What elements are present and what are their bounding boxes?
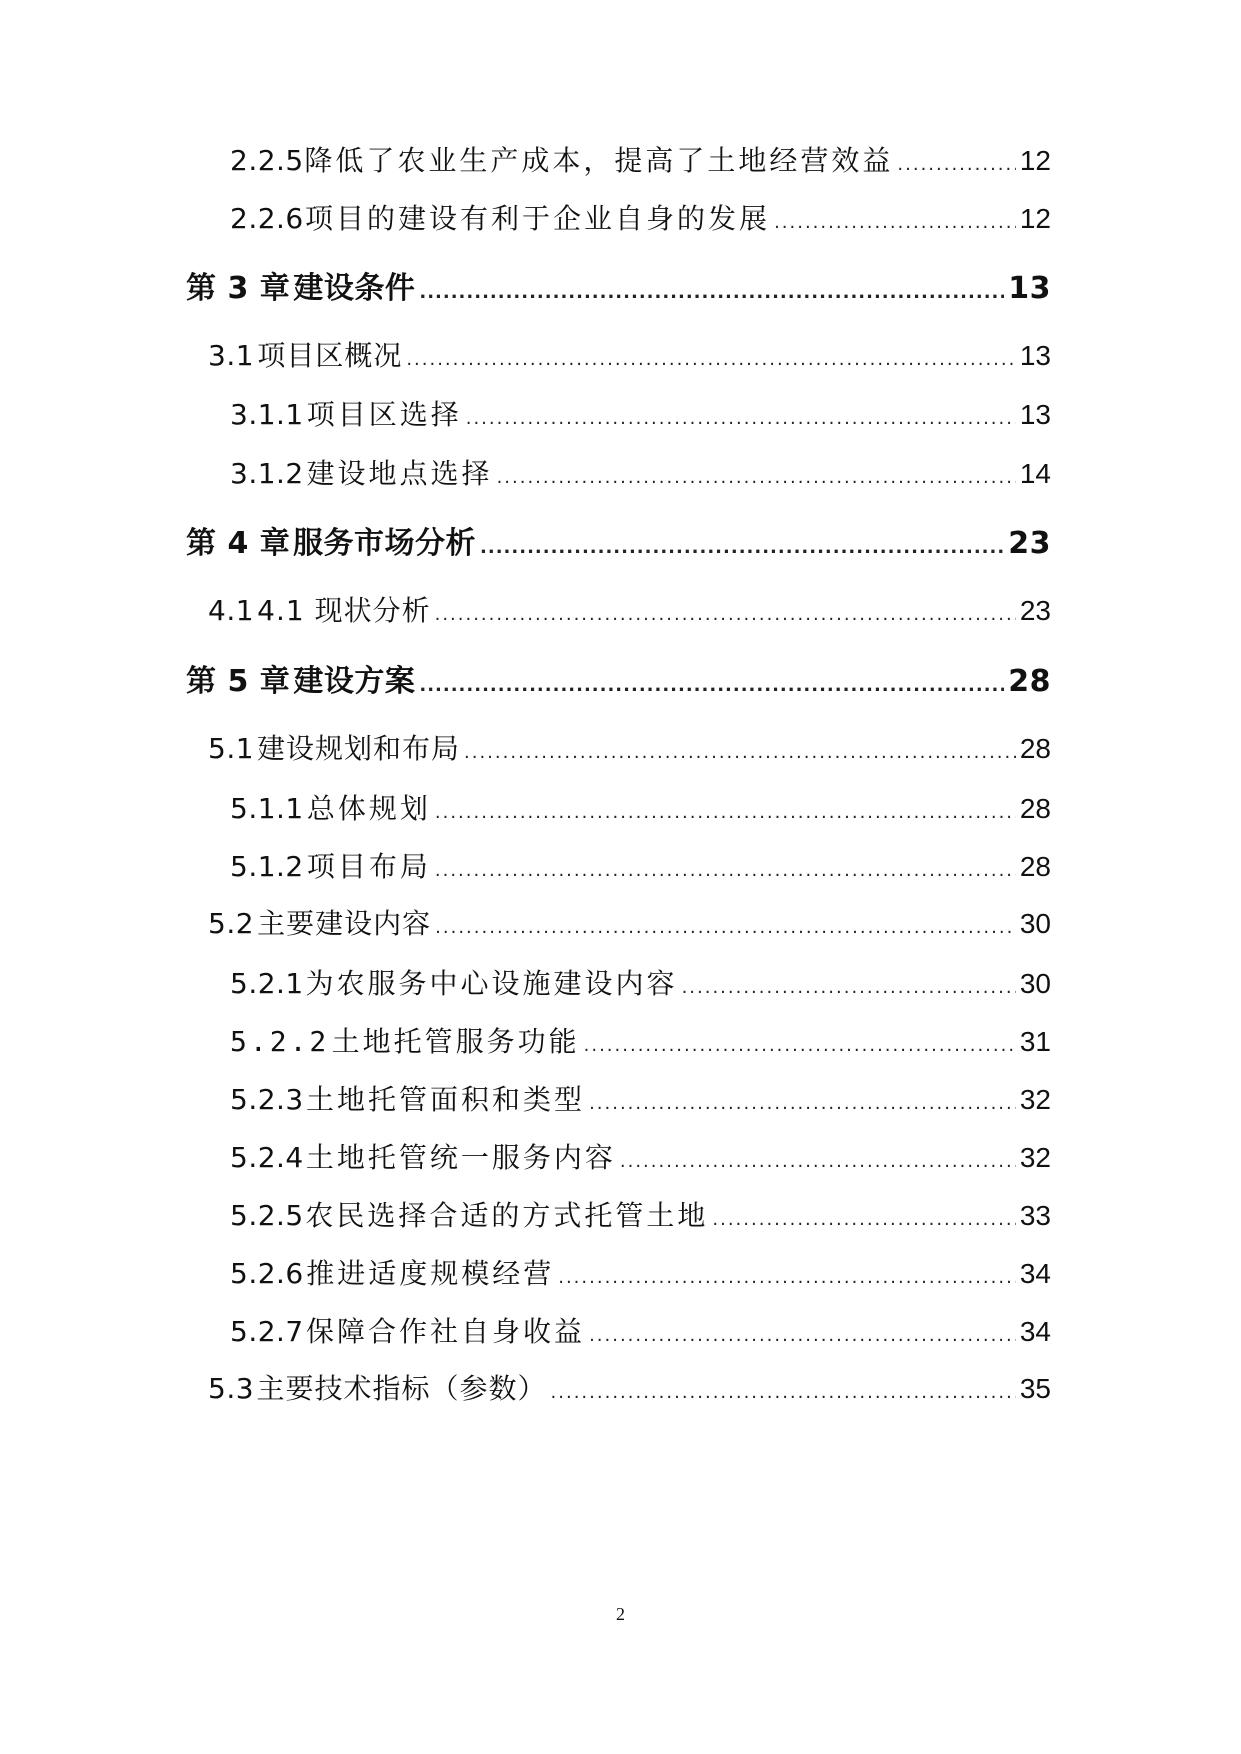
toc-dot-leader <box>682 968 1016 1008</box>
toc-entry-page: 23 <box>1019 595 1051 626</box>
toc-entry[interactable] <box>230 847 1051 891</box>
toc-entry-number: 5.1.2 <box>230 850 304 883</box>
toc-entry-title: 项目区选择 <box>306 398 462 431</box>
toc-dot-leader <box>551 1373 1016 1413</box>
toc-entry-number: 5.2.1 <box>230 967 304 1000</box>
toc-entry-number: 5.2.2 <box>230 1025 330 1058</box>
toc-entry-title: 4.1 现状分析 <box>257 594 431 627</box>
toc-entry-number: 5.2.7 <box>230 1315 304 1348</box>
toc-entry-page: 33 <box>1019 1200 1051 1231</box>
toc-entry-page: 12 <box>1019 145 1051 176</box>
toc-entry-page: 32 <box>1019 1142 1051 1173</box>
toc-dot-leader <box>589 1316 1016 1356</box>
toc-entry-number: 2.2.5 <box>230 144 304 177</box>
toc-dot-leader <box>435 595 1016 635</box>
page-number: 2 <box>616 1604 625 1624</box>
toc-dot-leader <box>435 851 1016 891</box>
toc-entry[interactable] <box>208 729 1051 773</box>
toc-entry-number: 第 3 章 <box>186 271 291 306</box>
toc-entry[interactable] <box>208 591 1051 635</box>
toc-entry-title: 土地托管面积和类型 <box>306 1083 586 1116</box>
toc-entry-number: 5.2.5 <box>230 1199 304 1232</box>
toc-entry-number: 3.1.2 <box>230 457 304 490</box>
toc-entry-page: 28 <box>1019 851 1051 882</box>
toc-entry-title: 项目布局 <box>306 850 431 883</box>
toc-dot-leader <box>464 733 1016 773</box>
toc-entry-page: 28 <box>1019 733 1051 764</box>
toc-entry-title: 为农服务中心设施建设内容 <box>305 967 678 1000</box>
toc-entry-page: 14 <box>1019 458 1051 489</box>
toc-entry-title: 项目的建设有利于企业自身的发展 <box>305 202 771 235</box>
toc-entry-page: 31 <box>1019 1026 1051 1057</box>
toc-entry[interactable] <box>230 789 1051 833</box>
toc-entry-title: 土地托管统一服务内容 <box>305 1141 616 1174</box>
toc-entry-page: 28 <box>1019 793 1051 824</box>
toc-entry-title: 项目区概况 <box>257 339 403 372</box>
toc-entry[interactable] <box>230 1312 1051 1356</box>
toc-chapter-entry[interactable] <box>186 269 1051 313</box>
toc-dot-leader <box>497 458 1016 498</box>
toc-entry-number: 5.1 <box>208 732 255 765</box>
toc-entry-page: 13 <box>1008 271 1051 306</box>
toc-entry-title: 农民选择合适的方式托管土地 <box>305 1199 709 1232</box>
toc-dot-leader <box>558 1258 1016 1298</box>
toc-entry[interactable] <box>230 1138 1051 1182</box>
toc-entry-page: 13 <box>1019 399 1051 430</box>
toc-entry-page: 30 <box>1019 968 1051 999</box>
toc-chapter-entry[interactable] <box>186 662 1051 706</box>
toc-dot-leader <box>419 666 1004 706</box>
toc-entry[interactable] <box>230 141 1051 185</box>
toc-dot-leader <box>897 145 1015 185</box>
toc-dot-leader <box>435 793 1016 833</box>
toc-entry-title: 推进适度规模经营 <box>306 1257 555 1290</box>
toc-dot-leader <box>620 1142 1016 1182</box>
toc-entry[interactable] <box>230 454 1051 498</box>
toc-dot-leader <box>435 908 1016 948</box>
toc-entry-title: 降低了农业生产成本，提高了土地经营效益 <box>304 144 894 177</box>
toc-entry-page: 32 <box>1019 1084 1051 1115</box>
toc-entry-title: 土地托管服务功能 <box>331 1025 580 1058</box>
toc-entry-number: 第 5 章 <box>186 664 291 699</box>
toc-entry-number: 2.2.6 <box>230 202 304 235</box>
toc-entry-number: 4.1 <box>208 594 255 627</box>
toc-entry-title: 服务市场分析 <box>293 526 477 561</box>
toc-entry[interactable] <box>208 1369 1051 1413</box>
toc-entry-page: 13 <box>1019 340 1051 371</box>
toc-entry-page: 12 <box>1019 203 1051 234</box>
toc-dot-leader <box>466 399 1016 439</box>
toc-entry-number: 5.1.1 <box>230 792 304 825</box>
toc-entry-number: 3.1.1 <box>230 398 304 431</box>
toc-entry[interactable] <box>208 904 1051 948</box>
toc-dot-leader <box>712 1200 1015 1240</box>
toc-dot-leader <box>419 273 1004 313</box>
toc-entry[interactable] <box>208 336 1051 380</box>
toc-entry[interactable] <box>230 1080 1051 1124</box>
toc-entry[interactable] <box>230 1254 1051 1298</box>
toc-dot-leader <box>480 528 1004 568</box>
toc-entry-title: 主要建设内容 <box>257 907 432 940</box>
toc-dot-leader <box>406 340 1016 380</box>
toc-entry-title: 主要技术指标（参数） <box>256 1372 547 1405</box>
toc-entry-title: 建设方案 <box>293 664 416 699</box>
toc-entry-title: 建设条件 <box>293 271 416 306</box>
toc-entry-page: 30 <box>1019 908 1051 939</box>
toc-chapter-entry[interactable] <box>186 524 1051 568</box>
toc-entry-number: 5.3 <box>208 1372 255 1405</box>
toc-entry-title: 建设地点选择 <box>306 457 493 490</box>
toc-entry-number: 5.2.4 <box>230 1141 304 1174</box>
toc-entry[interactable] <box>230 395 1051 439</box>
toc-entry-title: 总体规划 <box>306 792 431 825</box>
toc-entry-number: 5.2 <box>208 907 255 940</box>
toc-dot-leader <box>774 203 1016 243</box>
toc-entry-page: 34 <box>1019 1258 1051 1289</box>
toc-entry-title: 保障合作社自身收益 <box>306 1315 586 1348</box>
toc-entry-page: 34 <box>1019 1316 1051 1347</box>
toc-entry-page: 35 <box>1019 1373 1051 1404</box>
toc-entry-number: 第 4 章 <box>186 526 291 561</box>
toc-entry[interactable] <box>230 1022 1051 1066</box>
toc-entry-number: 5.2.6 <box>230 1257 304 1290</box>
toc-dot-leader <box>589 1084 1016 1124</box>
toc-entry-page: 28 <box>1008 664 1051 699</box>
toc-entry[interactable] <box>230 1196 1051 1240</box>
toc-dot-leader <box>584 1026 1016 1066</box>
toc-entry[interactable] <box>230 964 1051 1008</box>
toc-entry-number: 5.2.3 <box>230 1083 304 1116</box>
toc-entry[interactable] <box>230 199 1051 243</box>
toc-entry-title: 建设规划和布局 <box>257 732 461 765</box>
toc-entry-number: 3.1 <box>208 339 255 372</box>
toc-entry-page: 23 <box>1008 526 1051 561</box>
